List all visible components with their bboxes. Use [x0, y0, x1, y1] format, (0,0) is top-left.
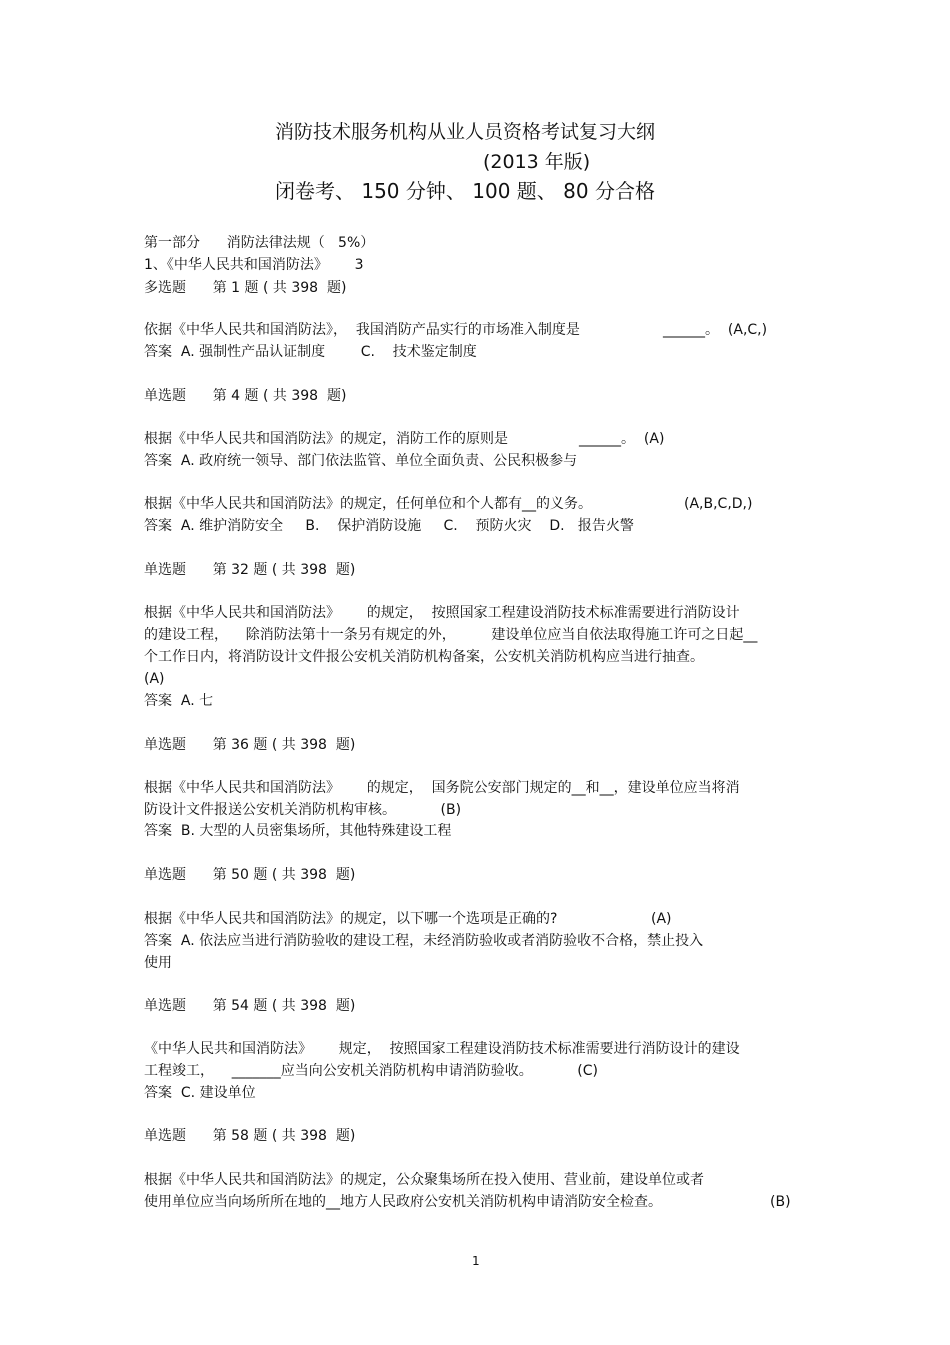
question-text: 使用单位应当向场所所在地的__地方人民政府公安机关消防机构申请消防安全检查。: [144, 1194, 662, 1210]
question-text: 依据《中华人民共和国消防法》， 我国消防产品实行的市场准入制度是: [144, 322, 580, 338]
question-text: 根据《中华人民共和国消防法》的规定，消防工作的原则是: [144, 431, 508, 447]
question-text: 根据《中华人民共和国消防法》 的规定， 按照国家工程建设消防技术标准需要进行消防设计: [144, 605, 740, 621]
question-header: 单选题 第 4 题 ( 共 398 题): [144, 388, 347, 404]
question-choice-ref: (A,B,C,D,): [684, 496, 753, 512]
question-text: 工程竣工， _______应当向公安机关消防机构申请消防验收。 (C): [144, 1063, 599, 1079]
answer-text: 答案 B. 大型的人员密集场所，其他特殊建设工程: [144, 823, 452, 839]
answer-text: 答案 A. 政府统一领导、部门依法监管、单位全面负责、公民积极参与: [144, 453, 578, 469]
question-text: 根据《中华人民共和国消防法》的规定，公众聚集场所在投入使用、营业前，建设单位或者: [144, 1172, 704, 1188]
answer-text: 答案 A. 维护消防安全 B. 保护消防设施 C. 预防火灾 D. 报告火警: [144, 518, 634, 534]
question-choice-ref: (A): [144, 671, 165, 687]
section-heading: 第一部分 消防法律法规（ 5%）: [144, 235, 375, 251]
question-header: 单选题 第 36 题 ( 共 398 题): [144, 737, 356, 753]
question-header: 单选题 第 54 题 ( 共 398 题): [144, 998, 356, 1014]
question-header: 多选题 第 1 题 ( 共 398 题): [144, 280, 347, 296]
question-text: 根据《中华人民共和国消防法》 的规定， 国务院公安部门规定的__和__，建设单位应当将消: [144, 780, 740, 796]
question-text: 根据《中华人民共和国消防法》的规定，任何单位和个人都有__的义务。: [144, 496, 592, 512]
document-title: 消防技术服务机构从业人员资格考试复习大纲: [275, 121, 656, 143]
answer-text: 答案 A. 七: [144, 693, 214, 709]
question-header: 单选题 第 50 题 ( 共 398 题): [144, 867, 356, 883]
question-choice-ref: ______。 (A,C,): [663, 322, 768, 338]
question-choice-ref: ______。 (A): [579, 431, 665, 447]
document-edition: (2013 年版): [483, 151, 591, 173]
question-choice-ref: (B): [770, 1194, 791, 1210]
exam-info: 闭卷考、 150 分钟、 100 题、 80 分合格: [275, 179, 655, 203]
question-text: 根据《中华人民共和国消防法》的规定，以下哪一个选项是正确的?: [144, 911, 558, 927]
question-text: 防设计文件报送公安机关消防机构审核。 (B): [144, 802, 462, 818]
answer-text: 答案 C. 建设单位: [144, 1085, 256, 1101]
question-choice-ref: (A): [651, 911, 672, 927]
question-text: 《中华人民共和国消防法》 规定， 按照国家工程建设消防技术标准需要进行消防设计的建设: [144, 1041, 740, 1057]
question-header: 单选题 第 32 题 ( 共 398 题): [144, 562, 356, 578]
question-header: 单选题 第 58 题 ( 共 398 题): [144, 1128, 356, 1144]
question-text: 的建设工程， 除消防法第十一条另有规定的外， 建设单位应当自依法取得施工许可之日起__: [144, 627, 758, 643]
answer-text: 答案 A. 依法应当进行消防验收的建设工程，未经消防验收或者消防验收不合格，禁止投入: [144, 933, 704, 949]
page-number: 1: [472, 1254, 480, 1268]
question-text: 个工作日内，将消防设计文件报公安机关消防机构备案，公安机关消防机构应当进行抽查。: [144, 649, 704, 665]
law-heading: 1、《中华人民共和国消防法》 3: [144, 257, 364, 273]
answer-text: 答案 A. 强制性产品认证制度 C. 技术鉴定制度: [144, 344, 477, 360]
answer-text: 使用: [144, 955, 172, 971]
